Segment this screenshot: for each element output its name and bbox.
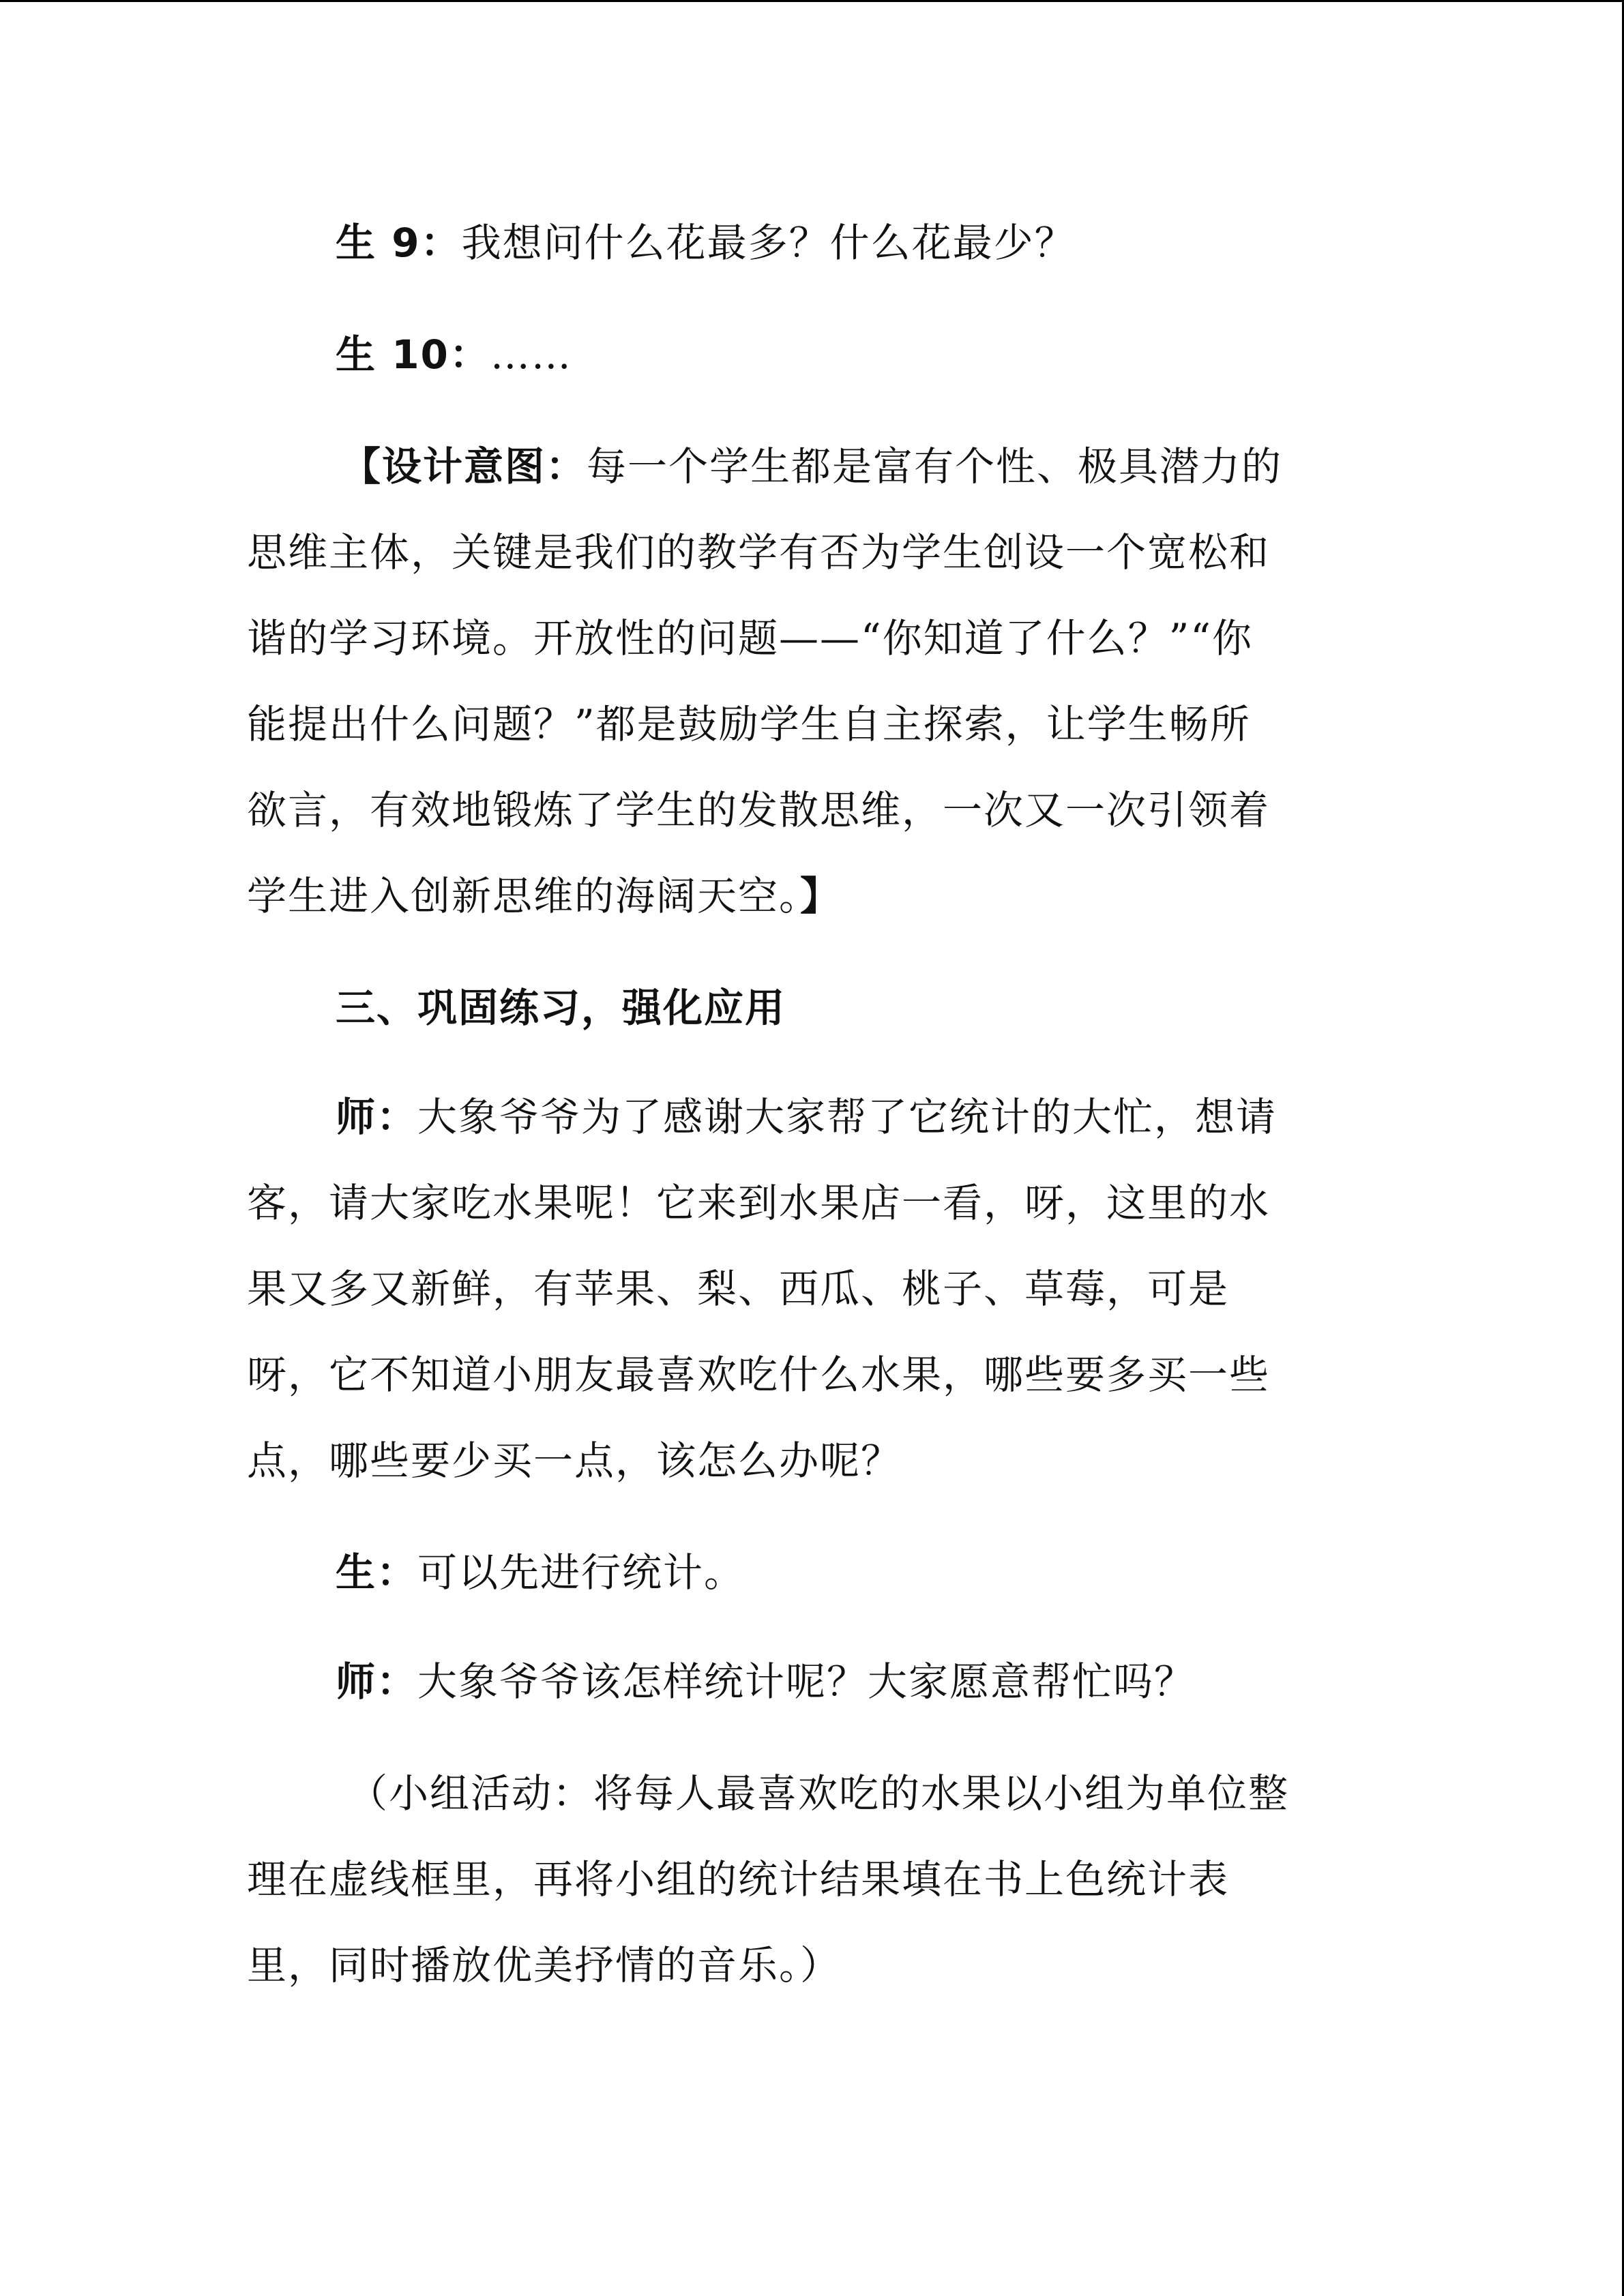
student-9-text: 我想问什么花最多？什么花最少？ — [461, 220, 1076, 266]
open-bracket: 【 — [341, 443, 383, 490]
activity-line-1: （小组活动：将每人最喜欢吃的水果以小组为单位整 — [348, 1770, 1290, 1817]
design-intent-line-5: 欲言，有效地锻炼了学生的发散思维，一次又一次引领着 — [247, 787, 1271, 833]
speaker-label: 师： — [336, 1658, 418, 1705]
teacher-1-line-3: 果又多又新鲜，有苹果、梨、西瓜、桃子、草莓，可是 — [247, 1266, 1230, 1312]
teacher-1-line-1 — [336, 1093, 1277, 1141]
design-intent-text-6: 学生进入创新思维的海阔天空。 — [247, 873, 801, 919]
speaker-label: 生 9： — [336, 220, 462, 266]
speaker-label: 生： — [336, 1549, 418, 1596]
design-intent-line-4: 能提出什么问题？”都是鼓励学生自主探索，让学生畅所 — [247, 701, 1251, 747]
design-intent-line-6 — [247, 872, 841, 920]
student-10-text: …… — [490, 331, 572, 378]
teacher-1-line-5: 点，哪些要少买一点，该怎么办呢？ — [247, 1437, 902, 1484]
speaker-label: 师： — [336, 1094, 418, 1140]
activity-line-3: 里，同时播放优美抒情的音乐。） — [247, 1942, 842, 1988]
section-heading: 三、巩固练习，强化应用 — [336, 985, 786, 1031]
design-intent-line-2: 思维主体，关键是我们的教学有否为学生创设一个宽松和 — [247, 529, 1271, 576]
student-reply-text: 可以先进行统计。 — [417, 1549, 745, 1596]
student-reply-line — [336, 1549, 745, 1596]
design-intent-line-1 — [341, 443, 1282, 490]
design-intent-line-3: 谐的学习环境。开放性的问题——“你知道了什么？”“你 — [247, 615, 1253, 661]
close-bracket: 】 — [800, 873, 842, 919]
student-10-line — [336, 331, 572, 378]
teacher-2-line — [336, 1658, 1195, 1705]
activity-line-2: 理在虚线框里，再将小组的统计结果填在书上色统计表 — [247, 1856, 1230, 1903]
student-9-line — [336, 219, 1076, 267]
speaker-label: 生 10： — [336, 331, 490, 378]
teacher-1-text-1: 大象爷爷为了感谢大家帮了它统计的大忙，想请 — [417, 1094, 1278, 1140]
design-intent-label: 设计意图： — [382, 443, 587, 490]
teacher-2-text: 大象爷爷该怎样统计呢？大家愿意帮忙吗？ — [417, 1658, 1196, 1705]
teacher-1-line-2: 客，请大家吃水果呢！它来到水果店一看，呀，这里的水 — [247, 1180, 1271, 1226]
design-intent-text-1: 每一个学生都是富有个性、极具潜力的 — [587, 443, 1283, 490]
teacher-1-line-4: 呀，它不知道小朋友最喜欢吃什么水果，哪些要多买一些 — [247, 1352, 1271, 1398]
